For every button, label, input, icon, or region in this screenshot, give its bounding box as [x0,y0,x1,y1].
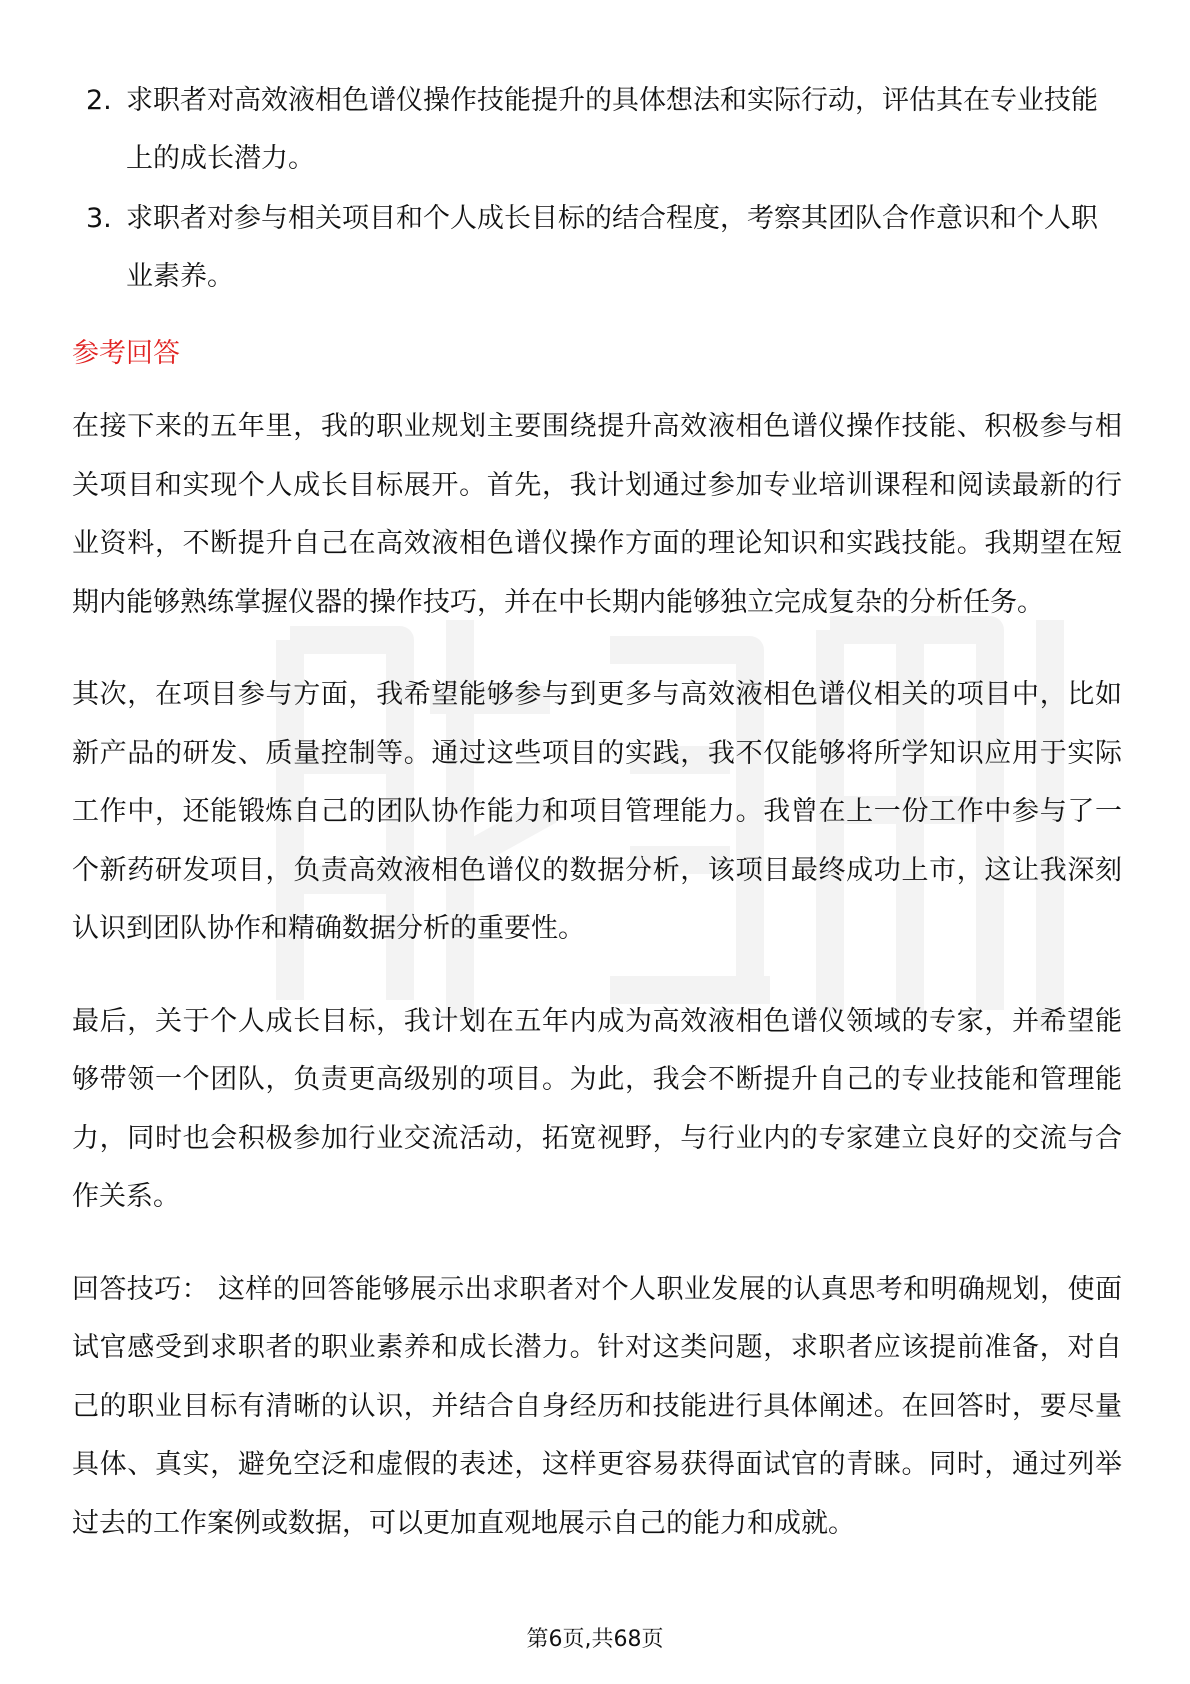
list-item-number: 3. [86,203,112,234]
answer-paragraph: 最后，关于个人成长目标，我计划在五年内成为高效液相色谱仪领域的专家，并希望能够带领一个团队，负责更高级别的项目。为此，我会不断提升自己的专业技能和管理能力，同时也会积极参加行业交流活动，拓宽视野，与行业内的专家建立良好的交流与合作关系。 [72,1005,1122,1212]
list-item [72,190,1122,306]
section-heading: 参考回答 [72,338,180,369]
list-item-text: 求职者对高效液相色谱仪操作技能提升的具体想法和实际行动，评估其在专业技能上的成长潜力。 [126,85,1098,174]
list-item [72,72,1122,188]
answer-paragraph: 在接下来的五年里，我的职业规划主要围绕提升高效液相色谱仪操作技能、积极参与相关项目和实现个人成长目标展开。首先，我计划通过参加专业培训课程和阅读最新的行业资料，不断提升自己在高效液相色谱仪操作方面的理论知识和实践技能。我期望在短期内能够熟练掌握仪器的操作技巧，并在中长期内能够独立完成复杂的分析任务。 [72,411,1122,618]
document-page [72,72,1122,1553]
list-item-number: 2. [86,85,112,116]
page-number-footer: 第6页,共68页 [526,1627,664,1652]
answer-tips-paragraph: 回答技巧： 这样的回答能够展示出求职者对个人职业发展的认真思考和明确规划，使面试官感受到求职者的职业素养和成长潜力。针对这类问题，求职者应该提前准备，对自己的职业目标有清晰的认识，并结合自身经历和技能进行具体阐述。在回答时，要尽量具体、真实，避免空泛和虚假的表述，这样更容易获得面试官的青睐。同时，通过列举过去的工作案例或数据，可以更加直观地展示自己的能力和成就。 [72,1273,1122,1539]
list-item-text: 求职者对参与相关项目和个人成长目标的结合程度，考察其团队合作意识和个人职业素养。 [126,203,1098,292]
answer-paragraph: 其次，在项目参与方面，我希望能够参与到更多与高效液相色谱仪相关的项目中，比如新产品的研发、质量控制等。通过这些项目的实践，我不仅能够将所学知识应用于实际工作中，还能锻炼自己的团队协作能力和项目管理能力。我曾在上一份工作中参与了一个新药研发项目，负责高效液相色谱仪的数据分析，该项目最终成功上市，这让我深刻认识到团队协作和精确数据分析的重要性。 [72,679,1122,944]
